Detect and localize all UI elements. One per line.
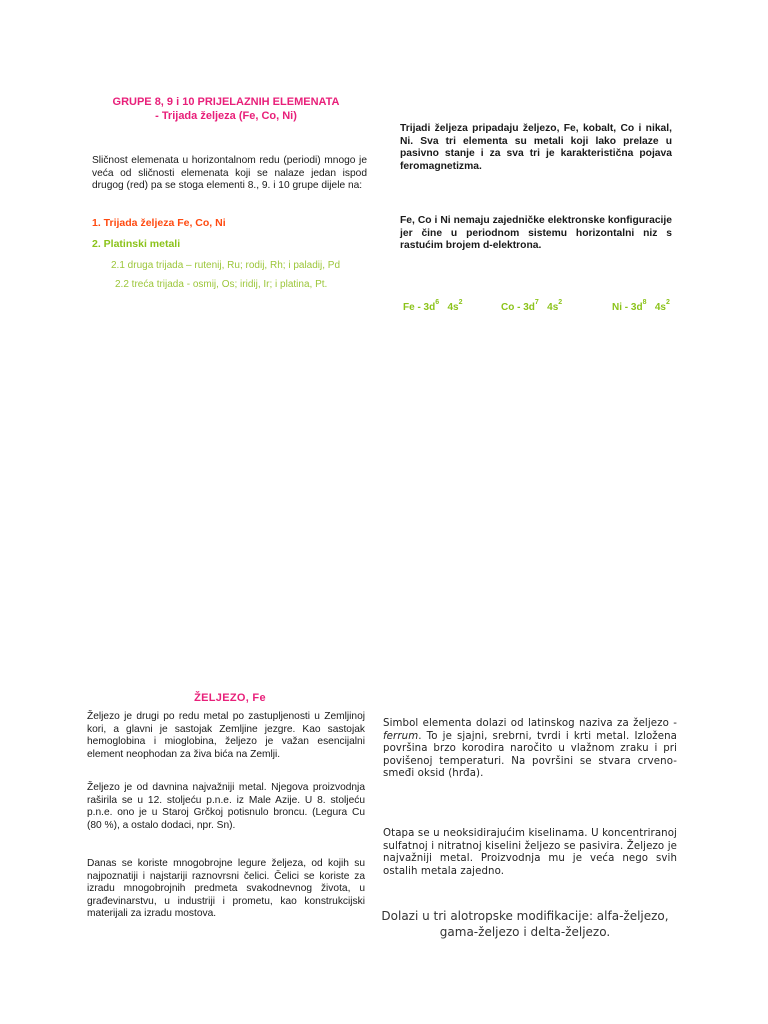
config-fe: Fe - $3d^6$ $4s^2$ <box>403 299 463 313</box>
zeljezo-paragraph-3: Danas se koriste mnogobrojne legure željeza, od kojih su najpoznatiji i najstariji raznovrsni čelici. Čelici se koriste za izradu mnogobrojnih predmeta svakodnevnog života, u građevinarstvu, u industriji i prometu, kao konstrukcijski materijali za izradu mostova. <box>87 858 365 920</box>
trijada-paragraph: Trijadi željeza pripadaju željezo, Fe, kobalt, Co i nikal, Ni. Sva tri elementa su metali koji lako prelaze u pasivno stanje i za sva tri je karakteristična pojava feromagnetizma. <box>400 123 672 172</box>
section-subtitle: - Trijada željeza (Fe, Co, Ni) <box>155 110 297 122</box>
section-title: GRUPE 8, 9 i 10 PRIJELAZNIH ELEMENATA <box>112 96 340 108</box>
alotropske-paragraph: Dolazi u tri alotropske modifikacije: alfa-željezo, gama-željezo i delta-željezo. <box>381 909 669 939</box>
config-ni: Ni - $3d^8$ $4s^2$ <box>612 299 670 313</box>
list-subitem-druga-trijada: 2.1 druga trijada – rutenij, Ru; rodij, Rh; i paladij, Pd <box>111 260 341 271</box>
zeljezo-title: ŽELJEZO, Fe <box>194 692 266 704</box>
list-subitem-treca-trijada: 2.2 treća trijada - osmij, Os; iridij, Ir; i platina, Pt. <box>115 279 328 290</box>
list-item-platinski: 2. Platinski metali <box>92 238 181 250</box>
list-item-trijada: 1. Trijada željeza Fe, Co, Ni <box>92 217 226 229</box>
config-co: Co - $3d^7$ $4s^2$ <box>501 299 563 313</box>
konfiguracija-paragraph: Fe, Co i Ni nemaju zajedničke elektronske konfiguracije jer čine u periodnom sistemu horizontalni niz s rastućim brojem d-elektrona. <box>400 215 672 252</box>
intro-paragraph: Sličnost elemenata u horizontalnom redu (periodi) mnogo je veća od sličnosti elemenata koji se nalaze jedan ispod drugog (red) pa se stoga elementi 8., 9. i 10 grupe dijele na: <box>92 155 367 192</box>
zeljezo-paragraph-2: Željezo je od davnina najvažniji metal. Njegova proizvodnja raširila se u 12. stoljeću p.n.e. iz Male Azije. U 8. stoljeću p.n.e. ono je u Staroj Grčkoj potisnulo broncu. (Legura Cu (80 %), a ostalo dodaci, npr. Sn). <box>87 782 365 831</box>
otapa-paragraph: Otapa se u neoksidirajućim kiselinama. U koncentriranoj sulfatnoj i nitratnoj kiselini željezo se pasivira. Željezo je najvažniji metal. Proizvodnja mu je veća nego svih ostalih metala zajedno. <box>383 828 677 877</box>
simbol-paragraph: Simbol elementa dolazi od latinskog naziva za željezo - ferrum. To je sjajni, srebrni, tvrdi i krti metal. Izložena površina brzo korodira naročito u vlažnom zraku i pri povišenoj temperaturi. Na površini se stvara crveno-smeđi oksid (hrđa). <box>383 718 677 779</box>
zeljezo-paragraph-1: Željezo je drugi po redu metal po zastupljenosti u Zemljinoj kori, a glavni je sastojak Zemljine jezgre. Kao sastojak hemoglobina i mioglobina, željezo je važan esencijalni element neophodan za živa bića na Zemlji. <box>87 711 365 760</box>
